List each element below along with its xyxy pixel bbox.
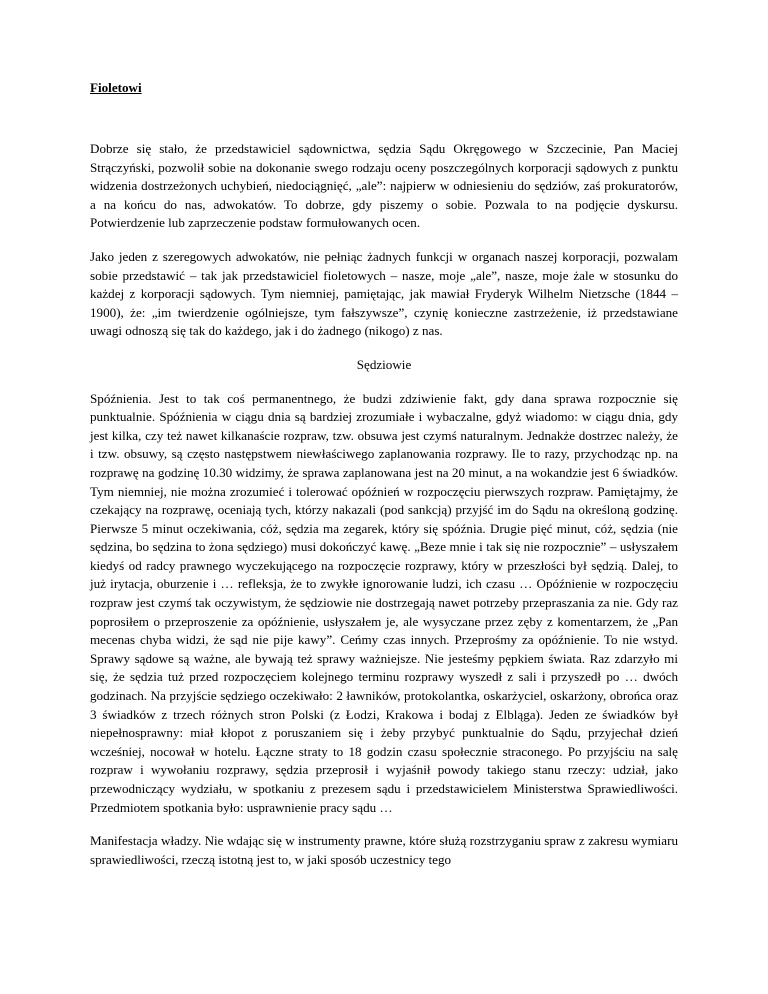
spacer [90, 375, 678, 390]
paragraph-disclaimer: Jako jeden z szeregowych adwokatów, nie pełniąc żadnych funkcji w organach naszej korporacji, pozwalam sobie przedstawić – tak jak przedstawiciel fioletowych – nasze, moje „ale”, nasze, moje żale w stosunku do każdej z korporacji sądowych. Tym niemniej, pamiętając, jak mawiał Fryderyk Wilhelm Nietzsche (1844 – 1900), że: „im twierdzenie ogólniejsze, tym fałszywsze”, czynię konieczne zastrzeżenie, iż przedstawiane uwagi odnoszą się tak do każdego, jak i do żadnego (nikogo) z nas. [90, 248, 678, 339]
section-heading: Sędziowie [356, 356, 412, 372]
spacer [90, 233, 678, 248]
document-title: Fioletowi [90, 80, 142, 95]
paragraph-intro: Dobrze się stało, że przedstawiciel sądownictwa, sędzia Sądu Okręgowego w Szczecinie, Pan Maciej Strączyński, pozwolił sobie na dokonanie swego rodzaju oceny poszczególnych korporacji sądowych z punktu widzenia dostrzeżonych uchybień, niedociągnięć, „ale”: najpierw w odniesieniu do sędziów, zaś prokuratorów, a na końcu do nas, adwokatów. To dobrze, gdy piszemy o sobie. Pozwala to na podjęcie dyskursu. Potwierdzenie lub zaprzeczenie podstaw formułowanych ocen. [90, 141, 678, 231]
document-page [90, 79, 678, 869]
paragraph-authority: Manifestacja władzy. Nie wdając się w instrumenty prawne, które służą rozstrzyganiu spraw z zakresu wymiaru sprawiedliwości, rzeczą istotną jest to, w jaki sposób uczestnicy tego [90, 833, 678, 867]
paragraph-delays: Spóźnienia. Jest to tak coś permanentnego, że budzi zdziwienie fakt, gdy dana sprawa rozpocznie się punktualnie. Spóźnienia w ciągu dnia są bardziej zrozumiałe i wybaczalne, gdyż wiadomo: w ciągu dnia, gdy jest kilka, czy też nawet kilkanaście rozpraw, tzw. obsuwa jest czymś naturalnym. Jednakże dostrzec należy, że i tzw. obsuwy, są często następstwem niewłaściwego zaplanowania rozprawy. Ile to razy, przychodząc np. na rozprawę na godzinę 10.30 widzimy, że sprawa zaplanowana jest na 20 minut, a na wokandzie jest 6 świadków. Tym niemniej, nie można zrozumieć i tolerować opóźnień w rozpoczęciu pierwszych rozpraw. Pamiętajmy, że czekający na rozprawę, oceniają tych, którzy nakazali (pod sankcją) przyjść im do Sądu na określoną godzinę. Pierwsze 5 minut oczekiwania, cóż, sędzia ma zegarek, który się spóźnia. Drugie pięć minut, cóż, sędzia (nie sędzina, bo sędzina to żona sędziego) musi dokończyć kawę. „Beze mnie i tak się nie rozpocznie” – usłyszałem kiedyś od radcy prawnego wyczekującego na rozpoczęcie rozprawy, który w przeszłości był sędzią. Dalej, to już irytacja, oburzenie i … refleksja, że to zwykłe ignorowanie ludzi, ich czasu … Opóźnienie w rozpoczęciu rozpraw jest czymś tak oczywistym, że sędziowie nie dostrzegają nawet potrzeby przepraszania za nie. Gdy raz poprosiłem o przeproszenie za opóźnienie, usłyszałem je, ale wysyczane przez zęby z komentarzem, że „Pan mecenas chyba widzi, że sąd nie pije kawy”. Ceńmy czas innych. Przeprośmy za opóźnienie. To nie wstyd. Sprawy sądowe są ważne, ale bywają też sprawy ważniejsze. Nie jesteśmy pępkiem świata. Raz zdarzyło mi się, że sędzia tuż przed rozpoczęciem kolejnego terminu rozprawy wyszedł z sali i przyszedł po … dwóch godzinach. Na przyjście sędziego oczekiwało: 2 ławników, protokolantka, oskarżyciel, oskarżony, obrońca oraz 3 świadków z trzech różnych stron Polski (z Łodzi, Krakowa i bodaj z Elbląga). Jeden ze świadków był niepełnosprawny: miał kłopot z poruszaniem się i żeby przybyć punktualnie do Sądu, przyjechał dzień wcześniej, nocował w hotelu. Łączne straty to 18 godzin czasu społecznie straconego. Po przyjściu na salę rozpraw i wywołaniu rozprawy, sędzia przeprosił i wyjaśnił powody takiego stanu rzeczy: udział, jako przewodniczący wydziału, w spotkaniu z prezesem sądu i przedstawicielem Ministerstwa Sprawiedliwości. Przedmiotem spotkania było: usprawnienie pracy sądu … [90, 390, 678, 815]
spacer [90, 341, 678, 356]
spacer [90, 817, 678, 832]
spacer [90, 98, 678, 140]
